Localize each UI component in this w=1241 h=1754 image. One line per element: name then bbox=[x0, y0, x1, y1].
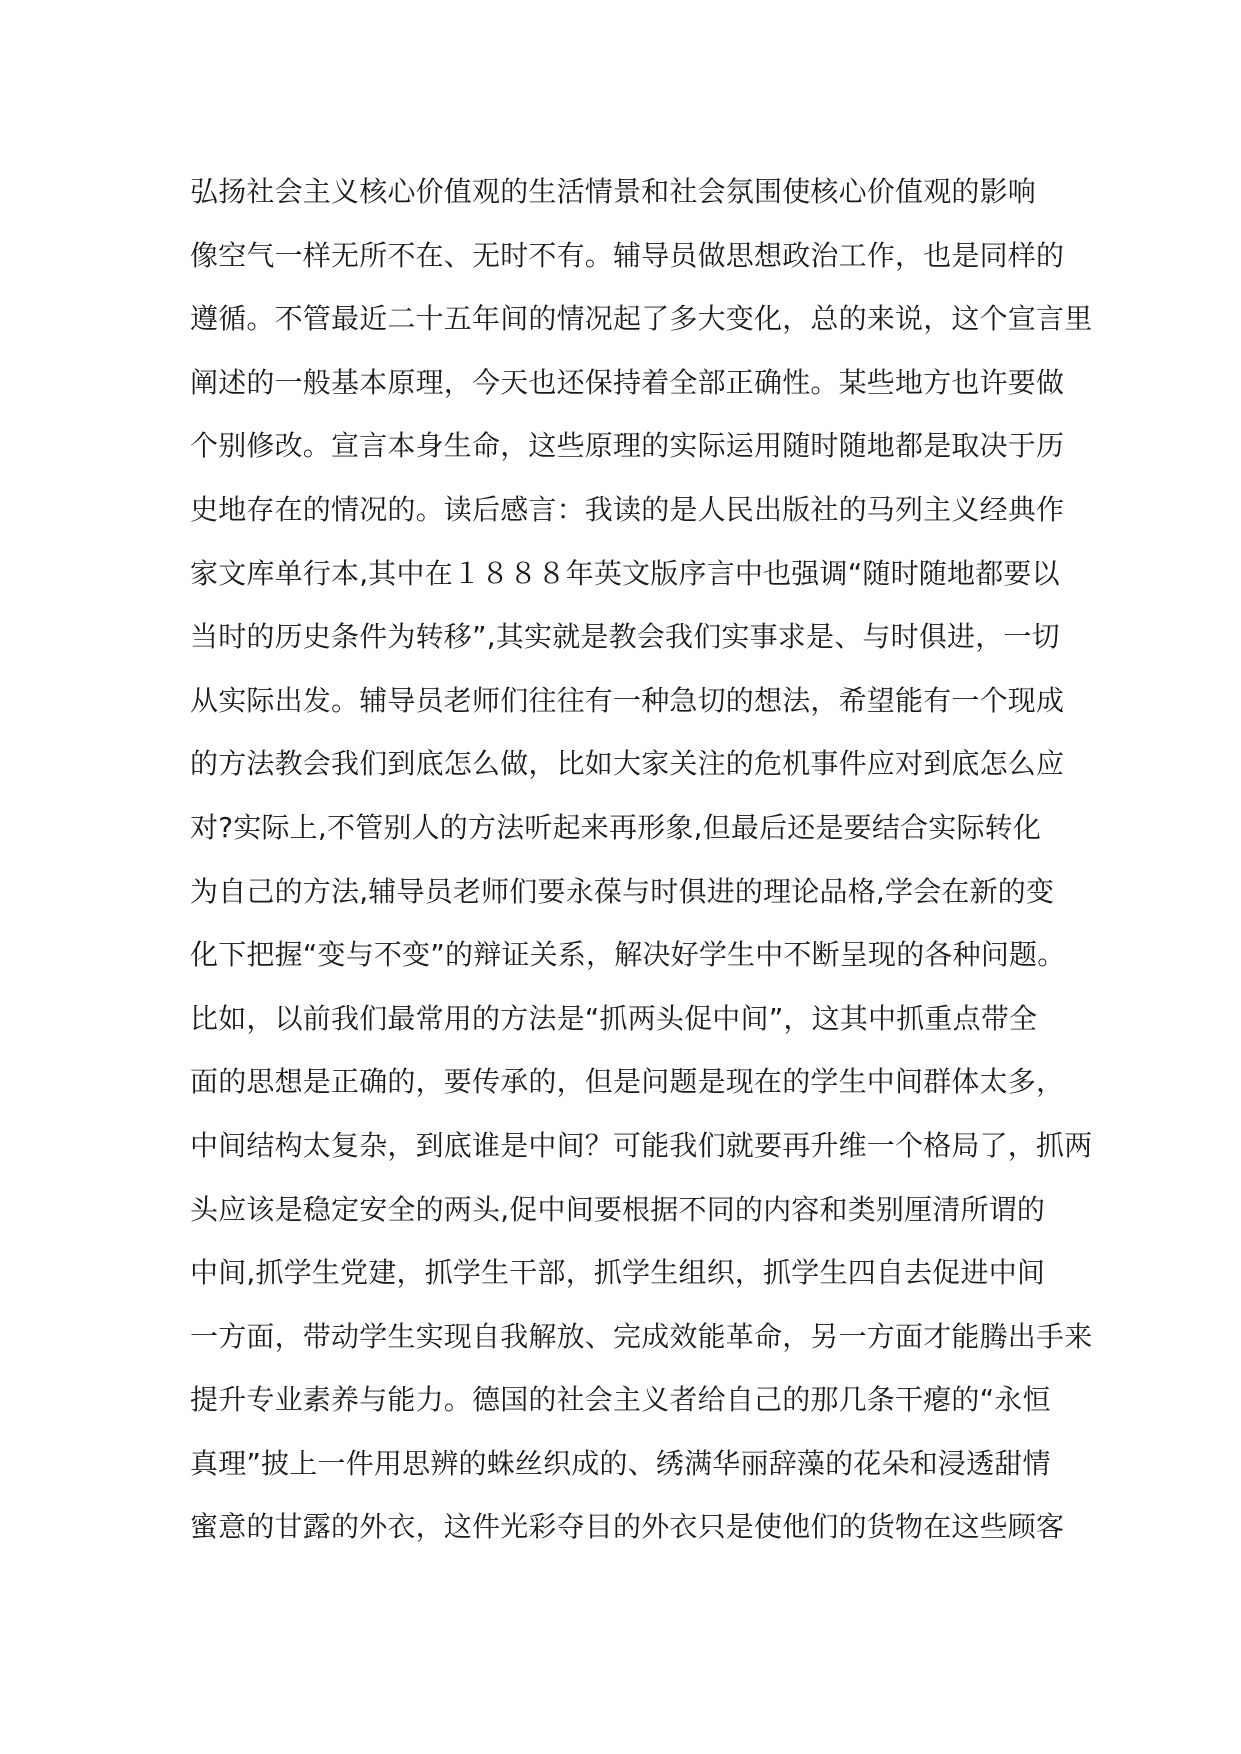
text-line: 蜜意的甘露的外衣，这件光彩夺目的外衣只是使他们的货物在这些顾客 bbox=[190, 1510, 1065, 1544]
text-line: 化下把握“变与不变”的辩证关系，解决好学生中不断呈现的各种问题。 bbox=[190, 938, 1066, 972]
text-line: 真理”披上一件用思辨的蛛丝织成的、绣满华丽辞藻的花朵和浸透甜情 bbox=[190, 1446, 1051, 1480]
text-line: 从实际出发。辅导员老师们往往有一种急切的想法，希望能有一个现成 bbox=[190, 683, 1065, 717]
text-line: 头应该是稳定安全的两头,促中间要根据不同的内容和类别厘清所谓的 bbox=[190, 1192, 1046, 1226]
text-line: 比如，以前我们最常用的方法是“抓两头促中间”，这其中抓重点带全 bbox=[190, 1001, 1038, 1035]
text-line: 一方面，带动学生实现自我解放、完成效能革命，另一方面才能腾出手来 bbox=[190, 1319, 1093, 1353]
text-line: 遵循。不管最近二十五年间的情况起了多大变化，总的来说，这个宣言里 bbox=[190, 302, 1093, 336]
text-line: 家文库单行本,其中在１８８８年英文版序言中也强调“随时随地都要以 bbox=[190, 556, 1060, 590]
text-line: 像空气一样无所不在、无时不有。辅导员做思想政治工作，也是同样的 bbox=[190, 238, 1065, 272]
text-line: 阐述的一般基本原理，今天也还保持着全部正确性。某些地方也许要做 bbox=[190, 365, 1065, 399]
text-line: 对?实际上,不管别人的方法听起来再形象,但最后还是要结合实际转化 bbox=[190, 810, 1042, 844]
body-text bbox=[190, 160, 1093, 1559]
text-line: 面的思想是正确的，要传承的，但是问题是现在的学生中间群体太多， bbox=[190, 1065, 1065, 1099]
text-line: 个别修改。宣言本身生命，这些原理的实际运用随时随地都是取决于历 bbox=[190, 429, 1065, 463]
text-line: 中间结构太复杂，到底谁是中间？可能我们就要再升维一个格局了，抓两 bbox=[190, 1128, 1093, 1162]
text-line: 提升专业素养与能力。德国的社会主义者给自己的那几条干瘪的“永恒 bbox=[190, 1383, 1051, 1417]
text-line: 史地存在的情况的。读后感言：我读的是人民出版社的马列主义经典作 bbox=[190, 492, 1065, 526]
text-line: 的方法教会我们到底怎么做，比如大家关注的危机事件应对到底怎么应 bbox=[190, 747, 1065, 781]
text-line: 当时的历史条件为转移”,其实就是教会我们实事求是、与时俱进，一切 bbox=[190, 620, 1060, 654]
text-line: 弘扬社会主义核心价值观的生活情景和社会氛围使核心价值观的影响 bbox=[190, 175, 1037, 208]
text-line: 为自己的方法,辅导员老师们要永葆与时俱进的理论品格,学会在新的变 bbox=[190, 874, 1055, 908]
text-line: 中间,抓学生党建，抓学生干部，抓学生组织，抓学生四自去促进中间 bbox=[190, 1256, 1046, 1290]
